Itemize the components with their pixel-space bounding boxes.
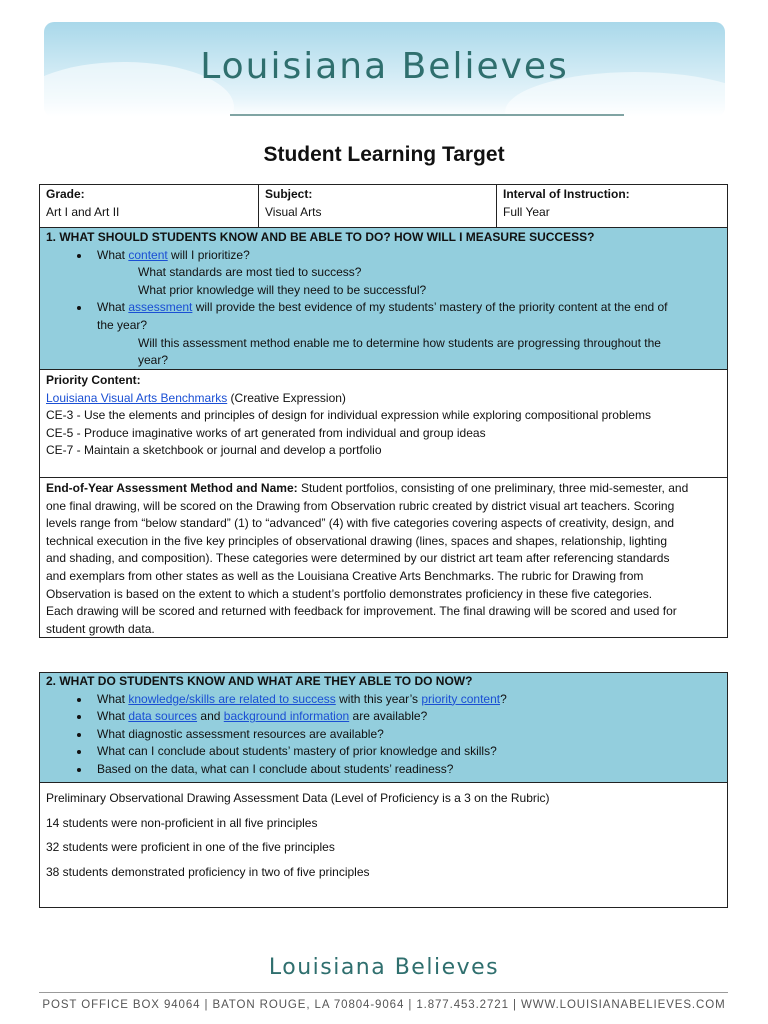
assessment-line: technical execution in the five key principles of observational drawing (lines, spaces and shapes, relationship, lighting [46,533,668,548]
assessment-line [46,480,721,498]
info-row [40,185,727,227]
list-item: • What can I conclude about students’ mastery of prior knowledge and skills? [91,743,721,761]
text: (Creative Expression) [227,390,346,405]
assessment-line: Observation is based on the extent to which a student’s portfolio demonstrates proficiency in these five categories. [46,586,653,601]
subject-cell [259,185,497,227]
sub-question: What standards are most tied to success? [138,265,362,280]
section1-heading: 1. WHAT SHOULD STUDENTS KNOW AND BE ABLE TO DO? HOW WILL I MEASURE SUCCESS? [46,230,595,244]
list-item [91,708,721,726]
text: will I prioritize? [167,247,250,262]
footer-divider [39,992,728,993]
list-item: • Based on the data, what can I conclude about students’ readiness? [91,761,721,779]
question-continuation: the year? [97,317,148,332]
section2-guidance [40,673,727,782]
section2-questions [46,691,721,779]
data-sources-link[interactable]: data sources [128,709,198,724]
text: are available? [349,709,428,724]
standard-ce3: CE-3 - Use the elements and principles of design for individual expression while exploring compositional problems [46,408,651,423]
footer-address: POST OFFICE BOX 94064 | BATON ROUGE, LA 70804-9064 | 1.877.453.2721 | WWW.LOUISIANABELIEVES.COM [42,999,726,1011]
grade-value: Art I and Art II [46,204,120,219]
benchmarks-link[interactable]: Louisiana Visual Arts Benchmarks [46,390,228,405]
assessment-line: and exemplars from other states as well as the Louisiana Creative Arts Benchmarks. The rubric for Drawing from [46,568,644,583]
standard-ce7: CE-7 - Maintain a sketchbook or journal and develop a portfolio [46,443,382,458]
standard-ce5: CE-5 - Produce imaginative works of art generated from individual and group ideas [46,425,486,440]
text: What [97,300,129,315]
data-title: Preliminary Observational Drawing Assessment Data (Level of Proficiency is a 3 on the Rubric) [46,791,550,805]
assessment-line: student growth data. [46,621,155,636]
text: will provide the best evidence of my students’ mastery of the priority content at the end of [192,300,668,315]
benchmarks-line [46,390,721,408]
sub-question: Will this assessment method enable me to determine how students are progressing throughout the [138,335,661,350]
priority-content-cell [40,369,727,477]
list-item [91,299,721,317]
interval-cell [497,185,727,227]
text: ? [500,691,507,706]
interval-label: Interval of Instruction: [503,187,630,201]
grade-label: Grade: [46,187,85,201]
assessment-line: one final drawing, will be scored on the Drawing from Observation rubric created by district visual art teachers. Scoring [46,498,675,513]
content-link[interactable]: content [128,247,168,262]
text: What [97,709,129,724]
text: Student portfolios, consisting of one preliminary, three mid-semester, and [297,481,689,495]
assessment-line: Each drawing will be scored and returned with feedback for improvement. The final drawing will be scored and used for [46,604,677,619]
section2-table [39,672,728,908]
section2-heading: 2. WHAT DO STUDENTS KNOW AND WHAT ARE THEY ABLE TO DO NOW? [46,674,473,688]
data-line: 14 students were non-proficient in all five principles [46,815,318,830]
background-information-link[interactable]: background information [223,709,350,724]
text: and [197,709,224,724]
section1-questions [46,247,721,265]
text: What [97,691,129,706]
baseline-data-cell [40,782,727,907]
priority-content-label: Priority Content: [46,373,141,387]
subject-value: Visual Arts [265,204,322,219]
assessment-method-cell [40,477,727,637]
priority-content-link[interactable]: priority content [421,691,501,706]
assessment-method-label: End-of-Year Assessment Method and Name: [46,481,298,495]
list-item [91,247,721,265]
header-banner [44,22,725,117]
section1-questions [46,299,721,317]
sub-question: year? [138,353,169,368]
data-line: 38 students demonstrated proficiency in two of five principles [46,864,370,879]
assessment-link[interactable]: assessment [128,300,193,315]
brand-underline [230,114,624,116]
sub-question: What prior knowledge will they need to be successful? [138,282,427,297]
text: with this year’s [335,691,422,706]
data-line: 32 students were proficient in one of the five principles [46,840,335,855]
footer-logo-text: Louisiana Believes [268,955,500,980]
list-item: • What diagnostic assessment resources are available? [91,726,721,744]
grade-cell [40,185,259,227]
knowledge-skills-link[interactable]: knowledge/skills are related to success [128,691,336,706]
page-title: Student Learning Target [263,143,505,166]
list-item [91,691,721,709]
section1-guidance [40,227,727,369]
interval-value: Full Year [503,204,550,219]
assessment-line: and shading, and composition). These categories were determined by our district art team after referencing standards [46,551,670,566]
info-table [39,184,728,638]
assessment-line: levels range from “below standard” (1) to “advanced” (4) with five categories covering aspects of creativity, design, and [46,516,675,531]
text: What [97,247,129,262]
brand-logo-text: Louisiana Believes [200,46,569,87]
subject-label: Subject: [265,187,313,201]
